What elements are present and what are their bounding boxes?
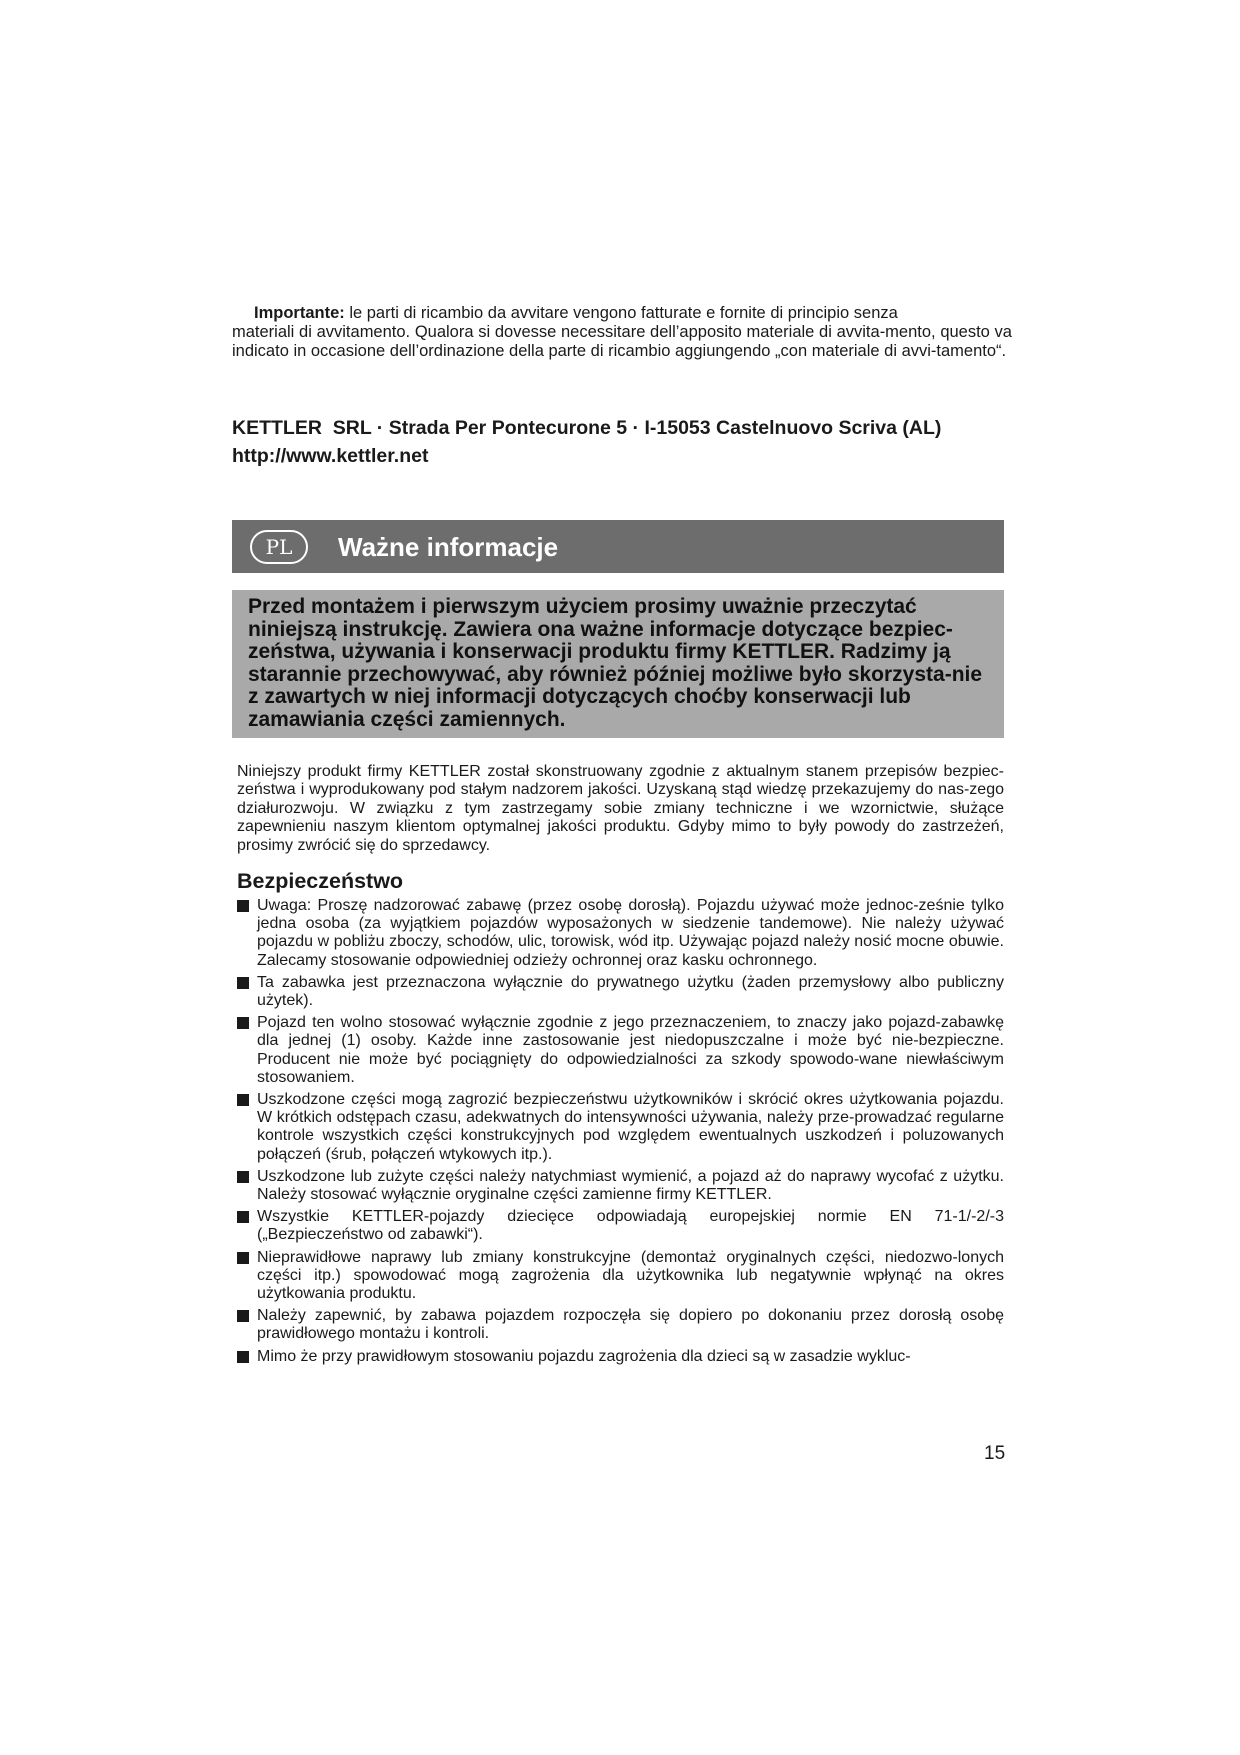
safety-bullet-text: Uszkodzone lub zużyte części należy natychmiast wymienić, a pojazd aż do naprawy wycofać z użytku. Należy stosować wyłącznie oryginalne części zamienne firmy KETTLER. [257, 1167, 1004, 1204]
safety-bullet-text: Nieprawidłowe naprawy lub zmiany konstrukcyjne (demontaż oryginalnych części, niedozwo-lonych części itp.) spowodować mogą zagrożenia dla użytkownika lub negatywnie wpłynąć na okres użytkowania produktu. [257, 1248, 1004, 1303]
bullet-square-icon [237, 1017, 249, 1029]
company-address [232, 414, 1032, 470]
safety-bullet-text: Uwaga: Proszę nadzorować zabawę (przez osobę dorosłą). Pojazdu używać może jednoc-ześnie tylko jedna osoba (za wyjątkiem pojazdów wyposażonych w siedzenie tandemowe). Nie należy używać pojazdu w pobliżu zboczy, schodów, ulic, torowisk, wód itp. Używając pojazd należy nosić mocne obuwie. Zalecamy stosowanie odpowiedniej odzieży ochronnej oraz kasku ochronnego. [257, 897, 1004, 969]
section-title: Ważne informacje [338, 532, 559, 562]
website-url: http://www.kettler.net [232, 445, 429, 467]
intro-notice-box [232, 590, 1004, 738]
safety-bullet-text: Pojazd ten wolno stosować wyłącznie zgodnie z jego przeznaczeniem, to znaczy jako pojazd-zabawkę dla jednej (1) osoby. Każde inne zastosowanie jest niedopuszczalne i może być nie-bezpieczne. Producent nie może być pociągnięty do odpowiedzialności za szkody spowodo-wane niewłaściwym stosowaniem. [257, 1014, 1004, 1086]
safety-bullet [237, 1168, 1004, 1204]
safety-bullet [237, 1014, 1004, 1087]
bullet-square-icon [237, 1171, 249, 1183]
italian-note-first-line [232, 304, 1012, 323]
safety-bullet-text: Należy zapewnić, by zabawa pojazdem rozpoczęła się dopiero po dokonaniu przez dorosłą osobę prawidłowego montażu i kontroli. [257, 1307, 1004, 1343]
safety-bullet-text: Uszkodzone części mogą zagrozić bezpieczeństwu użytkowników i skrócić okres użytkowania pojazdu. W krótkich odstępach czasu, adekwatnych do intensywności używania, należy prze-prowadzać regularne kontrole wszystkich części konstrukcyjnych pod względem ewentualnych uszkodzeń i poluzowanych połączeń (śrub, połączeń wtykowych itp.). [257, 1091, 1004, 1163]
safety-bullet-text: Mimo że przy prawidłowym stosowaniu pojazdu zagrożenia dla dzieci są w zasadzie wykluc- [257, 1347, 911, 1365]
safety-bullet [237, 1208, 1004, 1244]
bullet-square-icon [237, 1211, 249, 1223]
bullet-square-icon [237, 1310, 249, 1322]
safety-bullet-text: Ta zabawka jest przeznaczona wyłącznie do prywatnego użytku (żaden przemysłowy albo publiczny użytek). [257, 973, 1004, 1010]
italian-note [232, 304, 1012, 361]
language-badge-pl: PL [250, 530, 308, 564]
bullet-square-icon [237, 1252, 249, 1264]
page-number: 15 [984, 1443, 1006, 1464]
safety-bullet-list [237, 897, 1004, 1370]
product-description-paragraph: Niniejszy produkt firmy KETTLER został skonstruowany zgodnie z aktualnym stanem przepisów bezpiec-zeństwa i wyprodukowany pod stałym nadzorem jakości. Uzyskaną stąd wiedzę przekazujemy do nas-zego działurozwoju. W związku z tym zastrzegamy sobie zmiany techniczne i we wzornictwie, służące zapewnieniu naszym klientom optymalnej jakości produktu. Gdyby mimo to były powody do zastrzeżeń, prosimy zwrócić się do sprzedawcy. [237, 763, 1004, 854]
safety-bullet [237, 1307, 1004, 1343]
bullet-square-icon [237, 900, 249, 912]
safety-heading: Bezpieczeństwo [237, 869, 404, 893]
bullet-square-icon [237, 1351, 249, 1363]
address-line: KETTLER SRL · Strada Per Pontecurone 5 · I-15053 Castelnuovo Scriva (AL) [232, 417, 942, 439]
safety-bullet [237, 974, 1004, 1010]
safety-bullet-text: Wszystkie KETTLER-pojazdy dziecięce odpowiadają europejskiej normie EN 71-1/-2/-3 („Bezpieczeństwo od zabawki“). [257, 1208, 1004, 1244]
safety-bullet [237, 1091, 1004, 1164]
bullet-square-icon [237, 977, 249, 989]
safety-bullet [237, 1249, 1004, 1304]
intro-notice-text: Przed montażem i pierwszym użyciem prosimy uważnie przeczytać niniejszą instrukcję. Zawiera ona ważne informacje dotyczące bezpiec-zeństwa, używania i konserwacji produktu firmy KETTLER. Radzimy ją starannie przechowywać, aby również później możliwe było skorzysta-nie z zawartych w niej informacji dotyczących choćby konserwacji lub zamawiania części zamiennych. [248, 595, 983, 731]
bullet-square-icon [237, 1094, 249, 1106]
safety-bullet [237, 897, 1004, 970]
safety-bullet [237, 1348, 1004, 1366]
pl-section-header [232, 520, 1004, 573]
italian-note-line1: le parti di ricambio da avvitare vengono fatturate e fornite di principio senza [344, 304, 898, 322]
important-label: Importante: [254, 304, 345, 322]
italian-note-rest: materiali di avvitamento. Qualora si dovesse necessitare dell’apposito materiale di avvita-mento, questo va indicato in occasione dell’ordinazione della parte di ricambio aggiungendo „con materiale di avvi-tamento“. [232, 323, 1012, 360]
